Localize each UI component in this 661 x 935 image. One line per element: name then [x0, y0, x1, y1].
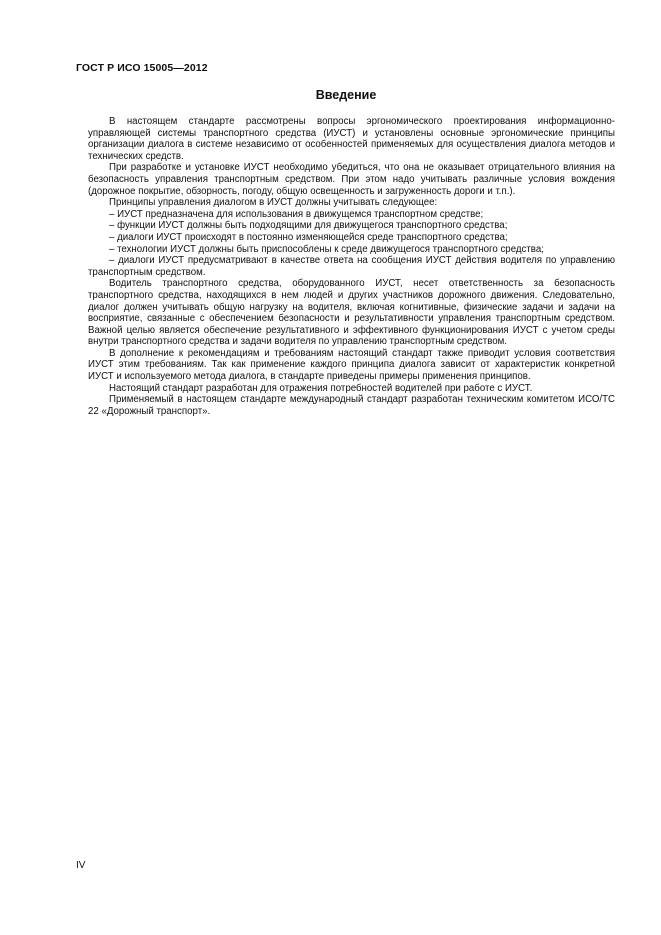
paragraph: При разработке и установке ИУСТ необходимо убедиться, что она не оказывает отрицательного влияния на безопасность управления транспортным средством. При этом надо учитывать различные условия вождения (дорожное покрытие, обзорность, погоду, общую освещенность и загруженность дороги и т.п.). [88, 162, 615, 197]
paragraph: Настоящий стандарт разработан для отражения потребностей водителей при работе с ИУСТ. [109, 382, 533, 394]
page-number: IV [76, 860, 86, 871]
paragraph: Применяемый в настоящем стандарте международный стандарт разработан техническим комитетом ИСО/ТС 22 «Дорожный транспорт». [88, 394, 615, 417]
paragraph: В настоящем стандарте рассмотрены вопросы эргономического проектирования информационно-управляющей системы транспортного средства (ИУСТ) и установлены основные эргономические принципы организации диалога в системе независимо от особенностей применяемых для осуществления диалога методов и технических средств. [88, 116, 615, 162]
section-title: Введение [315, 88, 377, 102]
list-item: – диалоги ИУСТ происходят в постоянно изменяющейся среде транспортного средства; [109, 231, 508, 243]
document-code: ГОСТ Р ИСО 15005—2012 [76, 62, 208, 74]
list-item: – технологии ИУСТ должны быть приспособлены к среде движущегося транспортного средства; [109, 243, 544, 255]
paragraph: В дополнение к рекомендациям и требованиям настоящий стандарт также приводит условия соответствия ИУСТ этим требованиям. Так как применение каждого принципа диалога зависит от характеристик конкретной ИУСТ и используемого метода диалога, в стандарте приведены примеры применения принципов. [88, 347, 615, 383]
paragraph: Принципы управления диалогом в ИУСТ должны учитывать следующее: [109, 197, 438, 209]
document-body [88, 116, 615, 417]
list-item: – функции ИУСТ должны быть подходящими для движущегося транспортного средства; [109, 220, 508, 232]
list-item: – ИУСТ предназначена для использования в движущемся транспортном средстве; [109, 208, 484, 220]
list-item: – диалоги ИУСТ предусматривают в качестве ответа на сообщения ИУСТ действия водителя по управлению транспортным средством. [88, 255, 615, 278]
paragraph: Водитель транспортного средства, оборудованного ИУСТ, несет ответственность за безопасность транспортного средства, находящихся в нем людей и других участников дорожного движения. Следовательно, диалог должен учитывать общую нагрузку на водителя, включая когнитивные, физические задачи и задачи на восприятие, связанные с обеспечением безопасности и результативности управления транспортным средством. Важной целью является обеспечение результативного и эффективного функционирования ИУСТ с учетом среды внутри транспортного средства и задачи водителя по управлению транспортным средством. [88, 278, 615, 348]
